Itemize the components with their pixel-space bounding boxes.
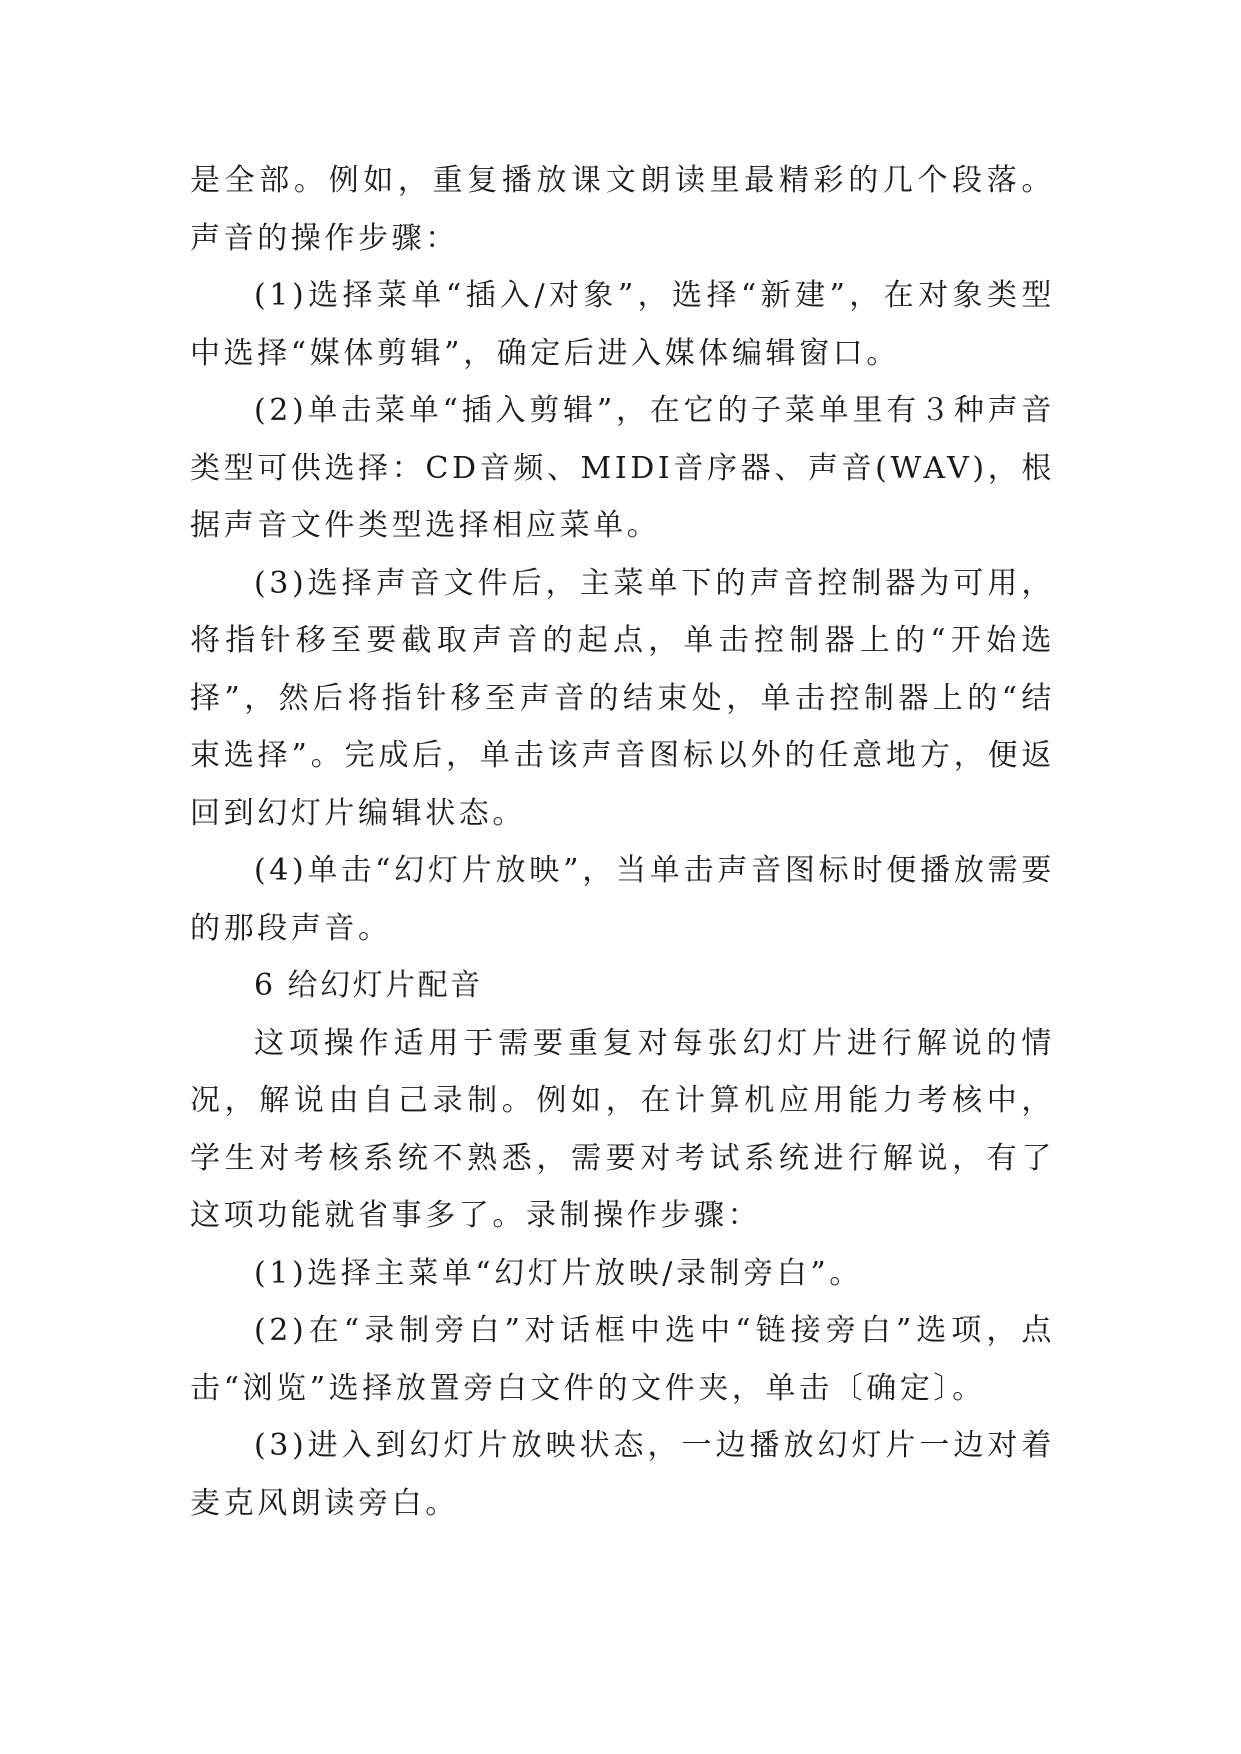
paragraph-narration-intro: 这项操作适用于需要重复对每张幻灯片进行解说的情况，解说由自己录制。例如，在计算机应用能力考核中，学生对考核系统不熟悉，需要对考试系统进行解说，有了这项功能就省事多了。录制操作步骤： [190,1025,1055,1233]
document-body [190,152,1055,1532]
paragraph-narration-step-2: (2)在“录制旁白”对话框中选中“链接旁白”选项，点击“浏览”选择放置旁白文件的文件夹，单击〔确定〕。 [190,1313,1055,1406]
paragraph-continued: 是全部。例如，重复播放课文朗读里最精彩的几个段落。声音的操作步骤： [190,163,1055,256]
paragraph-step-1-insert-object: (1)选择菜单“插入/对象”，选择“新建”，在对象类型中选择“媒体剪辑”，确定后进入媒体编辑窗口。 [190,278,1055,371]
paragraph-narration-step-1: (1)选择主菜单“幻灯片放映/录制旁白”。 [254,1255,863,1291]
paragraph-step-2-insert-clip: (2)单击菜单“插入剪辑”，在它的子菜单里有３种声音类型可供选择：CD音频、MIDI音序器、声音(WAV)，根据声音文件类型选择相应菜单。 [190,393,1055,543]
paragraph-step-4-slideshow: (4)单击“幻灯片放映”，当单击声音图标时便播放需要的那段声音。 [190,853,1055,946]
paragraph-narration-step-3: (3)进入到幻灯片放映状态，一边播放幻灯片一边对着麦克风朗读旁白。 [190,1428,1055,1521]
paragraph-step-3-select-sound: (3)选择声音文件后，主菜单下的声音控制器为可用，将指针移至要截取声音的起点，单击控制器上的“开始选择”，然后将指针移至声音的结束处，单击控制器上的“结束选择”。完成后，单击该声音图标以外的任意地方，便返回到幻灯片编辑状态。 [190,565,1055,831]
section-heading-narration: 6 给幻灯片配音 [254,968,483,1003]
